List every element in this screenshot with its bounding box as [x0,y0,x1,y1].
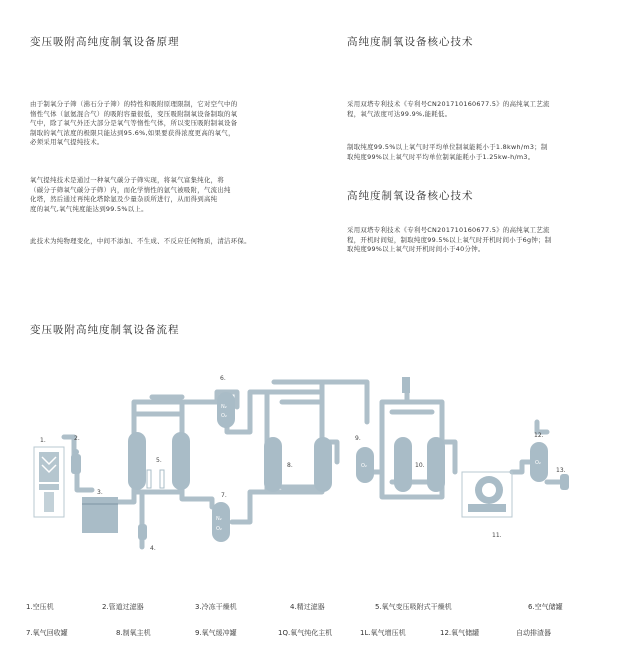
oxygen-generator-tower-a [264,437,282,492]
pipe [182,492,212,507]
legend-item: 1.空压机 [26,603,54,611]
outlet-filter [560,474,569,490]
oxygen-recovery-tank [212,502,230,542]
right-title-2: 高纯度制氧设备核心技术 [347,190,474,202]
pipe [232,492,267,522]
left-para3 [30,237,290,247]
text-line: 程，氧气浓度可达99.9%,能耗低。 [347,109,452,118]
label-4: 4. [150,545,156,552]
legend-item: 3.冷冻干燥机 [195,603,237,611]
label-2: 2. [74,435,80,442]
left-para2 [30,176,290,214]
text-line: 气中，除了氧气外还大部分是氧气等惰性气体，所以变压吸附制氧设备 [30,119,238,128]
legend-item: 1Q.氧气纯化主机 [278,629,333,637]
text-line: 化塔，然后通过再纯化塔除氩及少量杂质所进行，从而得到高纯 [30,195,218,204]
text-line: 取纯度99%以上氧气时开机时间小于40分钟。 [347,245,485,254]
text-line: 制取纯度99.5%以上氧气时平均单位制氧能耗小于1.8kwh/m3；制 [347,143,548,151]
label-13: 13. [556,467,566,474]
label-9: 9. [355,435,361,442]
legend-item: 自动排渣器 [516,629,551,637]
flow-title: 变压吸附高纯度制氧设备流程 [30,324,180,336]
purification-valve [402,377,410,393]
tank-7-n2-label: N₂ [216,516,222,522]
refrigerated-dryer [82,497,118,533]
left-title: 变压吸附高纯度制氧设备原理 [30,36,180,48]
text-line: 由于制氧分子筛（沸石分子筛）的特性和吸附原理限制，它对空气中的 [30,100,238,108]
text-line: 此技术为纯物理变化，中间不添加、不生成、不反应任何物质，清洁环保。 [30,237,251,245]
pipe [537,422,547,432]
label-5: 5. [156,457,162,464]
valve [147,470,151,488]
drying-tower-a [128,432,146,490]
label-8: 8. [287,462,293,469]
compressor-base [39,484,59,490]
text-line: 氧气提纯技术是通过一种氧气碳分子筛实现，将氧气富集纯化，将 [30,176,225,184]
pipe-filter [71,454,81,474]
tank-6-o2-label: O₂ [221,413,227,419]
pipe [64,437,74,457]
legend-item: 1L.氧气增压机 [360,629,406,637]
right-title-1: 高纯度制氧设备核心技术 [347,36,474,48]
filter-cap [73,449,79,455]
compressor-motor [44,492,54,512]
text-line: （碳分子筛氧气碳分子筛）内，而化学惰性的氩气被吸附，气流出纯 [30,185,231,194]
pipe [322,382,367,422]
text-line: 度的氧气,氧气纯度能达到99.5%以上。 [30,204,148,213]
legend-item: 2.管道过滤器 [102,603,144,611]
text-line: 采用双塔专利技术《专利号CN201710160677.5》的高纯氧工艺流 [347,100,550,108]
purification-tower-a [394,437,412,492]
oxygen-generator-tower-b [314,437,332,492]
tank-7-o2-label: O₂ [216,526,222,532]
text-line: 惰性气体（氩氦混合气）的吸附容量很低，变压吸附制氧设备制取的氧 [30,109,238,118]
legend-item: 7.氧气回收罐 [26,629,68,637]
label-7: 7. [221,492,227,499]
right-para1 [347,100,607,119]
label-10: 10. [415,462,425,469]
drying-tower-b [172,432,190,490]
text-line: 取纯度99%以上氧气时平均单位制氧能耗小于1.25kw-h/m3。 [347,152,535,161]
legend-item: 4.精过滤器 [290,603,325,611]
label-11: 11. [492,532,502,539]
text-line: 必须采用氧气提纯技术。 [30,138,104,147]
text-line: 程，开机时间短，制取纯度99.5%以上氧气时开机时间小于6g钟；制 [347,235,552,244]
text-line: 采用双塔专利技术《专利号CN201710160677.5》的高纯氧工艺流 [347,226,550,234]
tank-6-n2-label: N₂ [221,404,227,410]
precision-filter [138,524,147,540]
booster-hub [482,483,496,497]
label-3: 3. [97,489,103,496]
legend-item: 5.氧气变压吸附式干燥机 [375,603,452,611]
text-line: 制取的氧气浓度的极限只能达到95.6%,如果要获得浓度更高的氧气， [30,128,235,137]
legend-item: 12.氧气储罐 [440,629,480,637]
right-para2 [347,143,607,162]
legend-item: 6.空气储罐 [528,603,563,611]
process-flow-diagram [22,362,598,552]
valve [160,470,164,488]
label-1: 1. [40,437,46,444]
tank-12-o2-label: O₂ [535,460,541,466]
label-12: 12. [534,432,544,439]
right-para3 [347,226,607,255]
purification-tower-b [427,437,445,492]
label-6: 6. [220,375,226,382]
left-para1 [30,100,290,148]
legend-item: 8.制氧主机 [116,629,151,637]
booster-base [468,504,506,512]
air-receiver-tank [217,392,235,428]
legend-item: 9.氧气缓冲罐 [195,629,237,637]
compressor-unit [39,452,59,482]
tank-9-o2-label: O₂ [361,463,367,469]
